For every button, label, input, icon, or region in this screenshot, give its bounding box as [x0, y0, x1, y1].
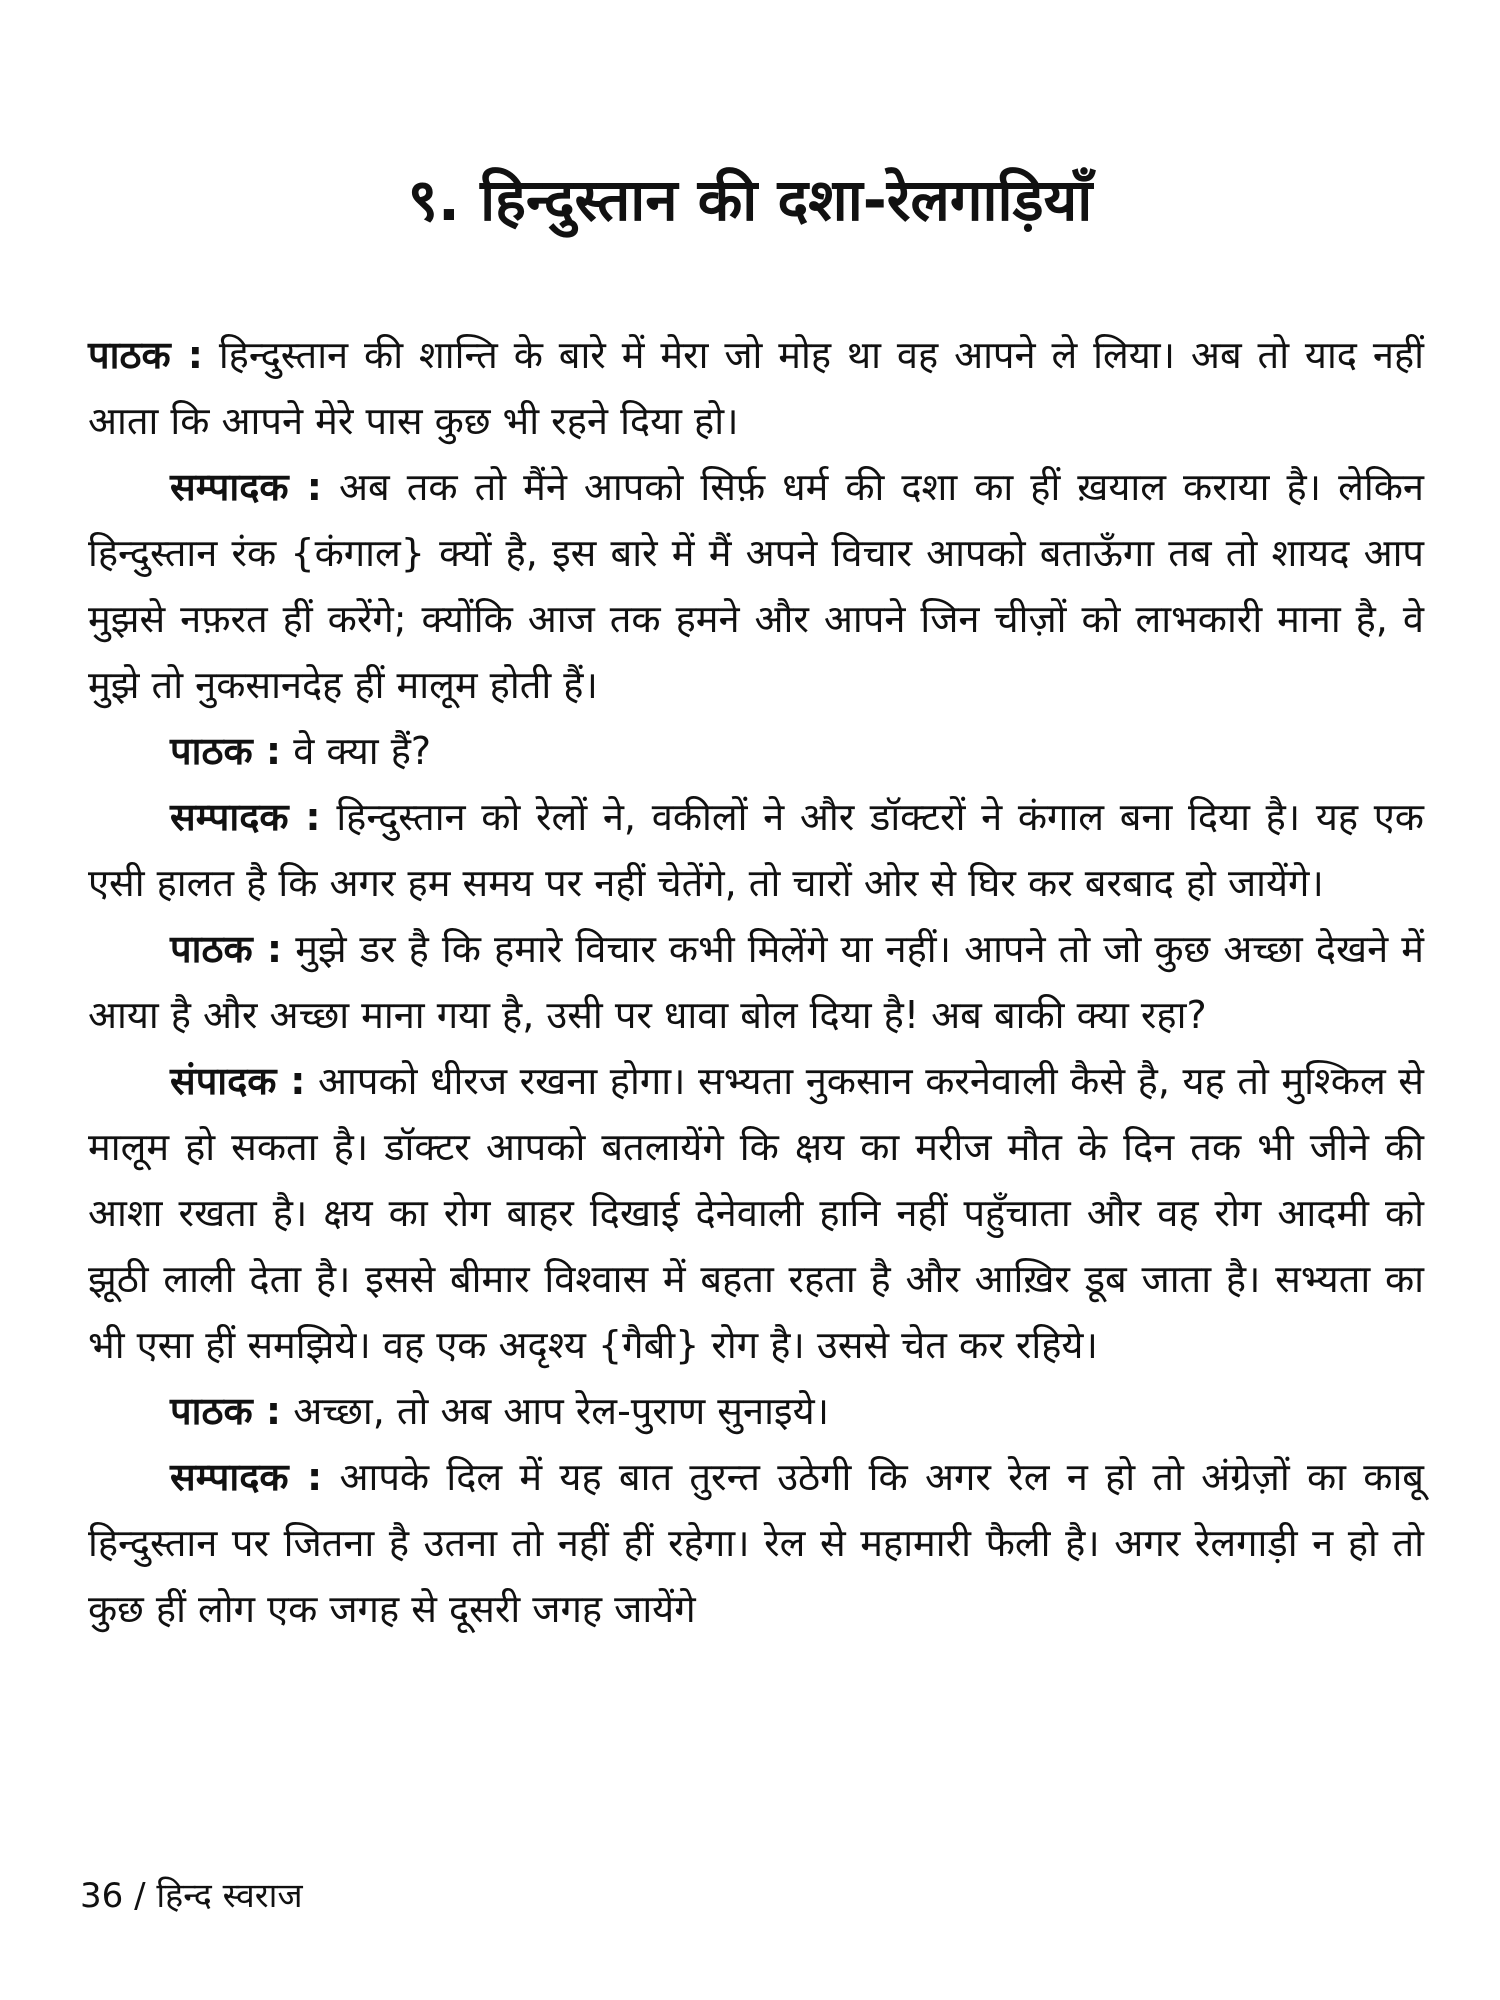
dialogue-paragraph	[88, 1048, 1424, 1378]
speaker-label: संपादक :	[170, 1059, 306, 1103]
dialogue-paragraph	[88, 1444, 1424, 1642]
dialogue-paragraph	[88, 784, 1424, 916]
dialogue-text: हिन्दुस्तान को रेलों ने, वकीलों ने और डॉक्टरों ने कंगाल बना दिया है। यह एक एसी हालत है कि अगर हम समय पर नहीं चेतेंगे, तो चारों ओर से घिर कर बरबाद हो जायेंगे।	[88, 795, 1424, 905]
book-title: हिन्द स्वराज	[156, 1876, 303, 1916]
dialogue-paragraph	[88, 454, 1424, 718]
page-footer	[80, 1874, 303, 1918]
dialogue-paragraph	[88, 1378, 1424, 1444]
speaker-label: पाठक :	[170, 729, 282, 773]
chapter-title: ९. हिन्दुस्तान की दशा-रेलगाड़ियाँ	[407, 166, 1093, 234]
page-number: 36	[80, 1876, 124, 1916]
speaker-label: सम्पादक :	[170, 1455, 323, 1499]
footer-separator: /	[134, 1876, 146, 1916]
dialogue-text: हिन्दुस्तान की शान्ति के बारे में मेरा जो मोह था वह आपने ले लिया। अब तो याद नहीं आता कि आपने मेरे पास कुछ भी रहने दिया हो।	[88, 333, 1424, 443]
dialogue-paragraph	[88, 916, 1424, 1048]
speaker-label: पाठक :	[170, 1389, 282, 1433]
dialogue-paragraph	[88, 718, 1424, 784]
dialogue-text: आपके दिल में यह बात तुरन्त उठेगी कि अगर रेल न हो तो अंग्रेज़ों का काबू हिन्दुस्तान पर जितना है उतना तो नहीं हीं रहेगा। रेल से महामारी फैली है। अगर रेलगाड़ी न हो तो कुछ हीं लोग एक जगह से दूसरी जगह जायेंगे	[88, 1455, 1424, 1631]
speaker-label: सम्पादक :	[170, 795, 321, 839]
dialogue-paragraph	[88, 322, 1424, 454]
speaker-label: पाठक :	[88, 333, 203, 377]
dialogue-text: मुझे डर है कि हमारे विचार कभी मिलेंगे या नहीं। आपने तो जो कुछ अच्छा देखने में आया है और अच्छा माना गया है, उसी पर धावा बोल दिया है! अब बाकी क्या रहा?	[88, 927, 1424, 1037]
speaker-label: सम्पादक :	[170, 465, 322, 509]
chapter-body	[88, 322, 1424, 1642]
dialogue-text: अब तक तो मैंने आपको सिर्फ़ धर्म की दशा का हीं ख़याल कराया है। लेकिन हिन्दुस्तान रंक {कंगाल} क्यों है, इस बारे में मैं अपने विचार आपको बताऊँगा तब तो शायद आप मुझसे नफ़रत हीं करेंगे; क्योंकि आज तक हमने और आपने जिन चीज़ों को लाभकारी माना है, वे मुझे तो नुकसानदेह हीं मालूम होती हैं।	[88, 465, 1424, 707]
dialogue-text: आपको धीरज रखना होगा। सभ्यता नुकसान करनेवाली कैसे है, यह तो मुश्किल से मालूम हो सकता है। डॉक्टर आपको बतलायेंगे कि क्षय का मरीज मौत के दिन तक भी जीने की आशा रखता है। क्षय का रोग बाहर दिखाई देनेवाली हानि नहीं पहुँचाता और वह रोग आदमी को झूठी लाली देता है। इससे बीमार विश्वास में बहता रहता है और आख़िर डूब जाता है। सभ्यता का भी एसा हीं समझिये। वह एक अदृश्य {गैबी} रोग है। उससे चेत कर रहिये।	[88, 1059, 1424, 1367]
dialogue-text: वे क्या हैं?	[293, 729, 432, 773]
speaker-label: पाठक :	[170, 927, 283, 971]
dialogue-text: अच्छा, तो अब आप रेल-पुराण सुनाइये।	[293, 1389, 830, 1433]
